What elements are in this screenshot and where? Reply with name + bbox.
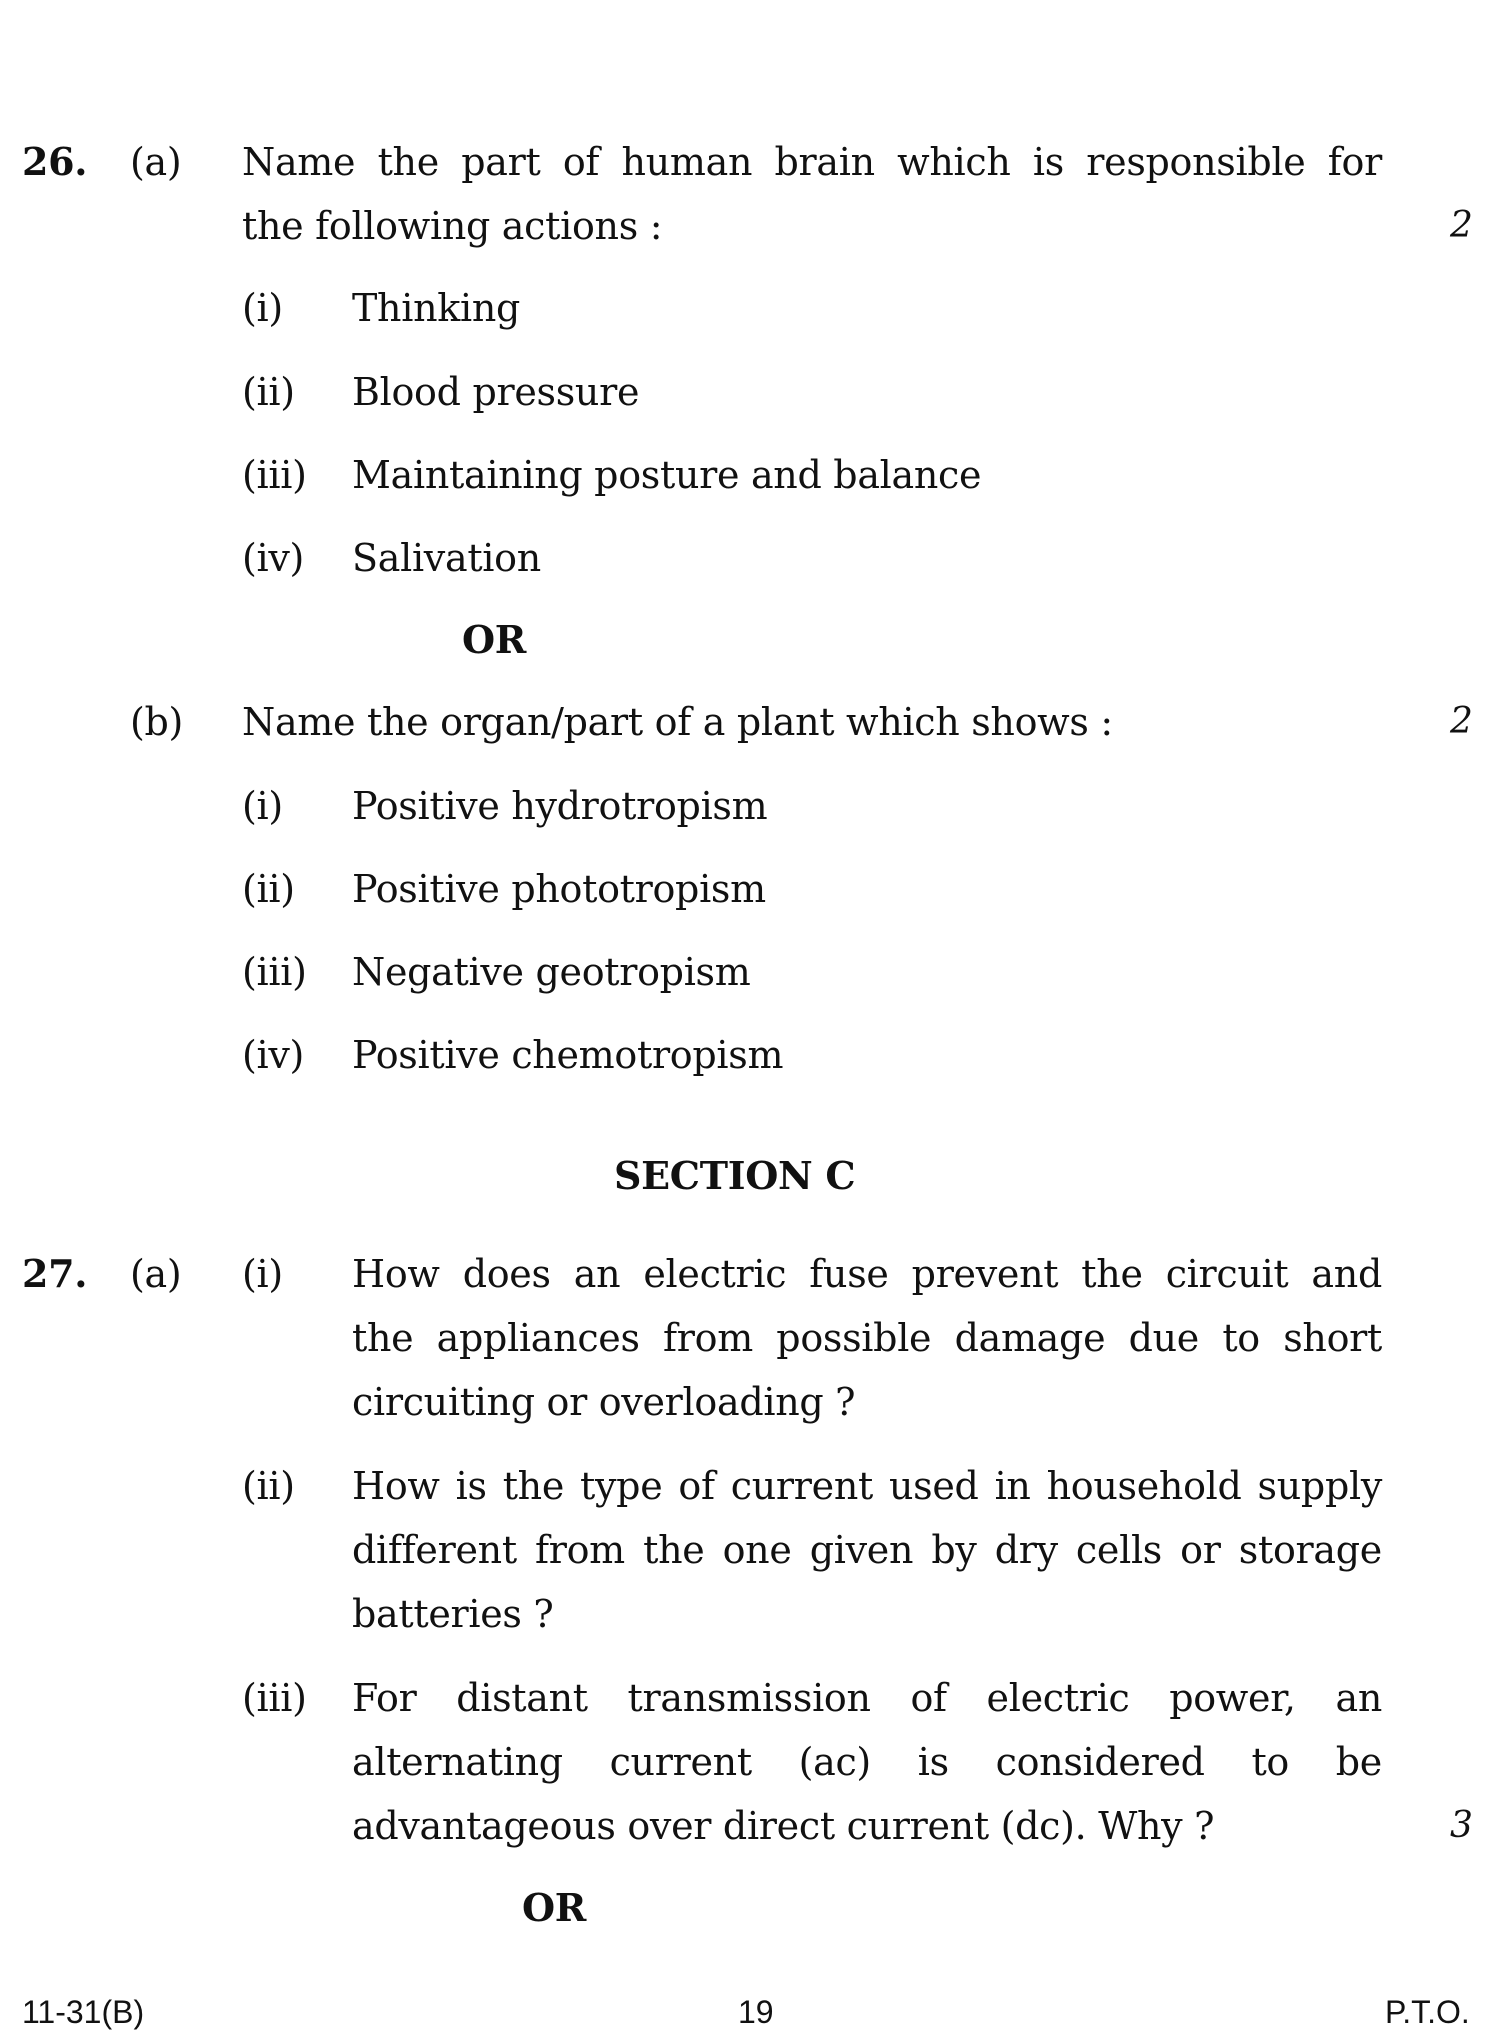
q27-a-subpart-label: (ii) — [242, 1464, 295, 1508]
q26-b-marks: 2 — [1450, 701, 1473, 742]
q26-a-item-text: Maintaining posture and balance — [352, 453, 982, 497]
q26-b-item-text: Positive chemotropism — [352, 1033, 784, 1077]
page-number: 19 — [738, 1994, 774, 2030]
q27-a-i-line: How does an electric fuse prevent the circuit and — [352, 1252, 1382, 1296]
please-turn-over: P.T.O. — [1385, 1994, 1470, 2030]
q26-a-item-label: (i) — [242, 286, 283, 330]
q26-a-item-label: (ii) — [242, 370, 295, 414]
q27-a-ii-line: How is the type of current used in household supply — [352, 1464, 1382, 1508]
or-divider: OR — [522, 1885, 587, 1930]
q27-a-i-line: the appliances from possible damage due to short — [352, 1316, 1382, 1360]
q26-b-item-label: (iv) — [242, 1033, 305, 1077]
paper-code: 11-31(B) — [22, 1994, 145, 2030]
q26-b-item-label: (i) — [242, 784, 283, 828]
q27-a-iii-line: alternating current (ac) is considered to be — [352, 1740, 1382, 1784]
q27-a-subpart-label: (iii) — [242, 1676, 307, 1720]
q27-a-i-line: circuiting or overloading ? — [352, 1380, 856, 1424]
q26-b-item-label: (ii) — [242, 867, 295, 911]
q26-a-marks: 2 — [1450, 205, 1473, 246]
question-number-26: 26. — [22, 139, 88, 184]
q27-a-ii-line: batteries ? — [352, 1592, 554, 1636]
q26-a-item-label: (iv) — [242, 536, 305, 580]
q26-a-question-line2: the following actions : — [242, 204, 663, 248]
or-divider: OR — [462, 617, 527, 662]
q26-a-item-text: Salivation — [352, 536, 541, 580]
q26-b-question: Name the organ/part of a plant which shows : — [242, 700, 1113, 744]
q26-b-item-text: Negative geotropism — [352, 950, 751, 994]
q26-a-item-text: Thinking — [352, 286, 521, 330]
q26-a-item-label: (iii) — [242, 453, 307, 497]
q26-a-item-text: Blood pressure — [352, 370, 640, 414]
q27-a-iii-line: advantageous over direct current (dc). Why ? — [352, 1804, 1215, 1848]
q27-a-ii-line: different from the one given by dry cells or storage — [352, 1528, 1382, 1572]
section-heading: SECTION C — [614, 1153, 856, 1198]
q26-part-a-label: (a) — [130, 140, 182, 184]
q27-a-marks: 3 — [1450, 1805, 1473, 1846]
q26-part-b-label: (b) — [130, 700, 184, 744]
q26-b-item-text: Positive hydrotropism — [352, 784, 768, 828]
q26-b-item-text: Positive phototropism — [352, 867, 766, 911]
q27-part-a-label: (a) — [130, 1252, 182, 1296]
q26-b-item-label: (iii) — [242, 950, 307, 994]
q27-a-iii-line: For distant transmission of electric power, an — [352, 1676, 1382, 1720]
q26-a-question-line1: Name the part of human brain which is responsible for — [242, 140, 1382, 184]
q27-a-subpart-label: (i) — [242, 1252, 283, 1296]
question-number-27: 27. — [22, 1251, 88, 1296]
